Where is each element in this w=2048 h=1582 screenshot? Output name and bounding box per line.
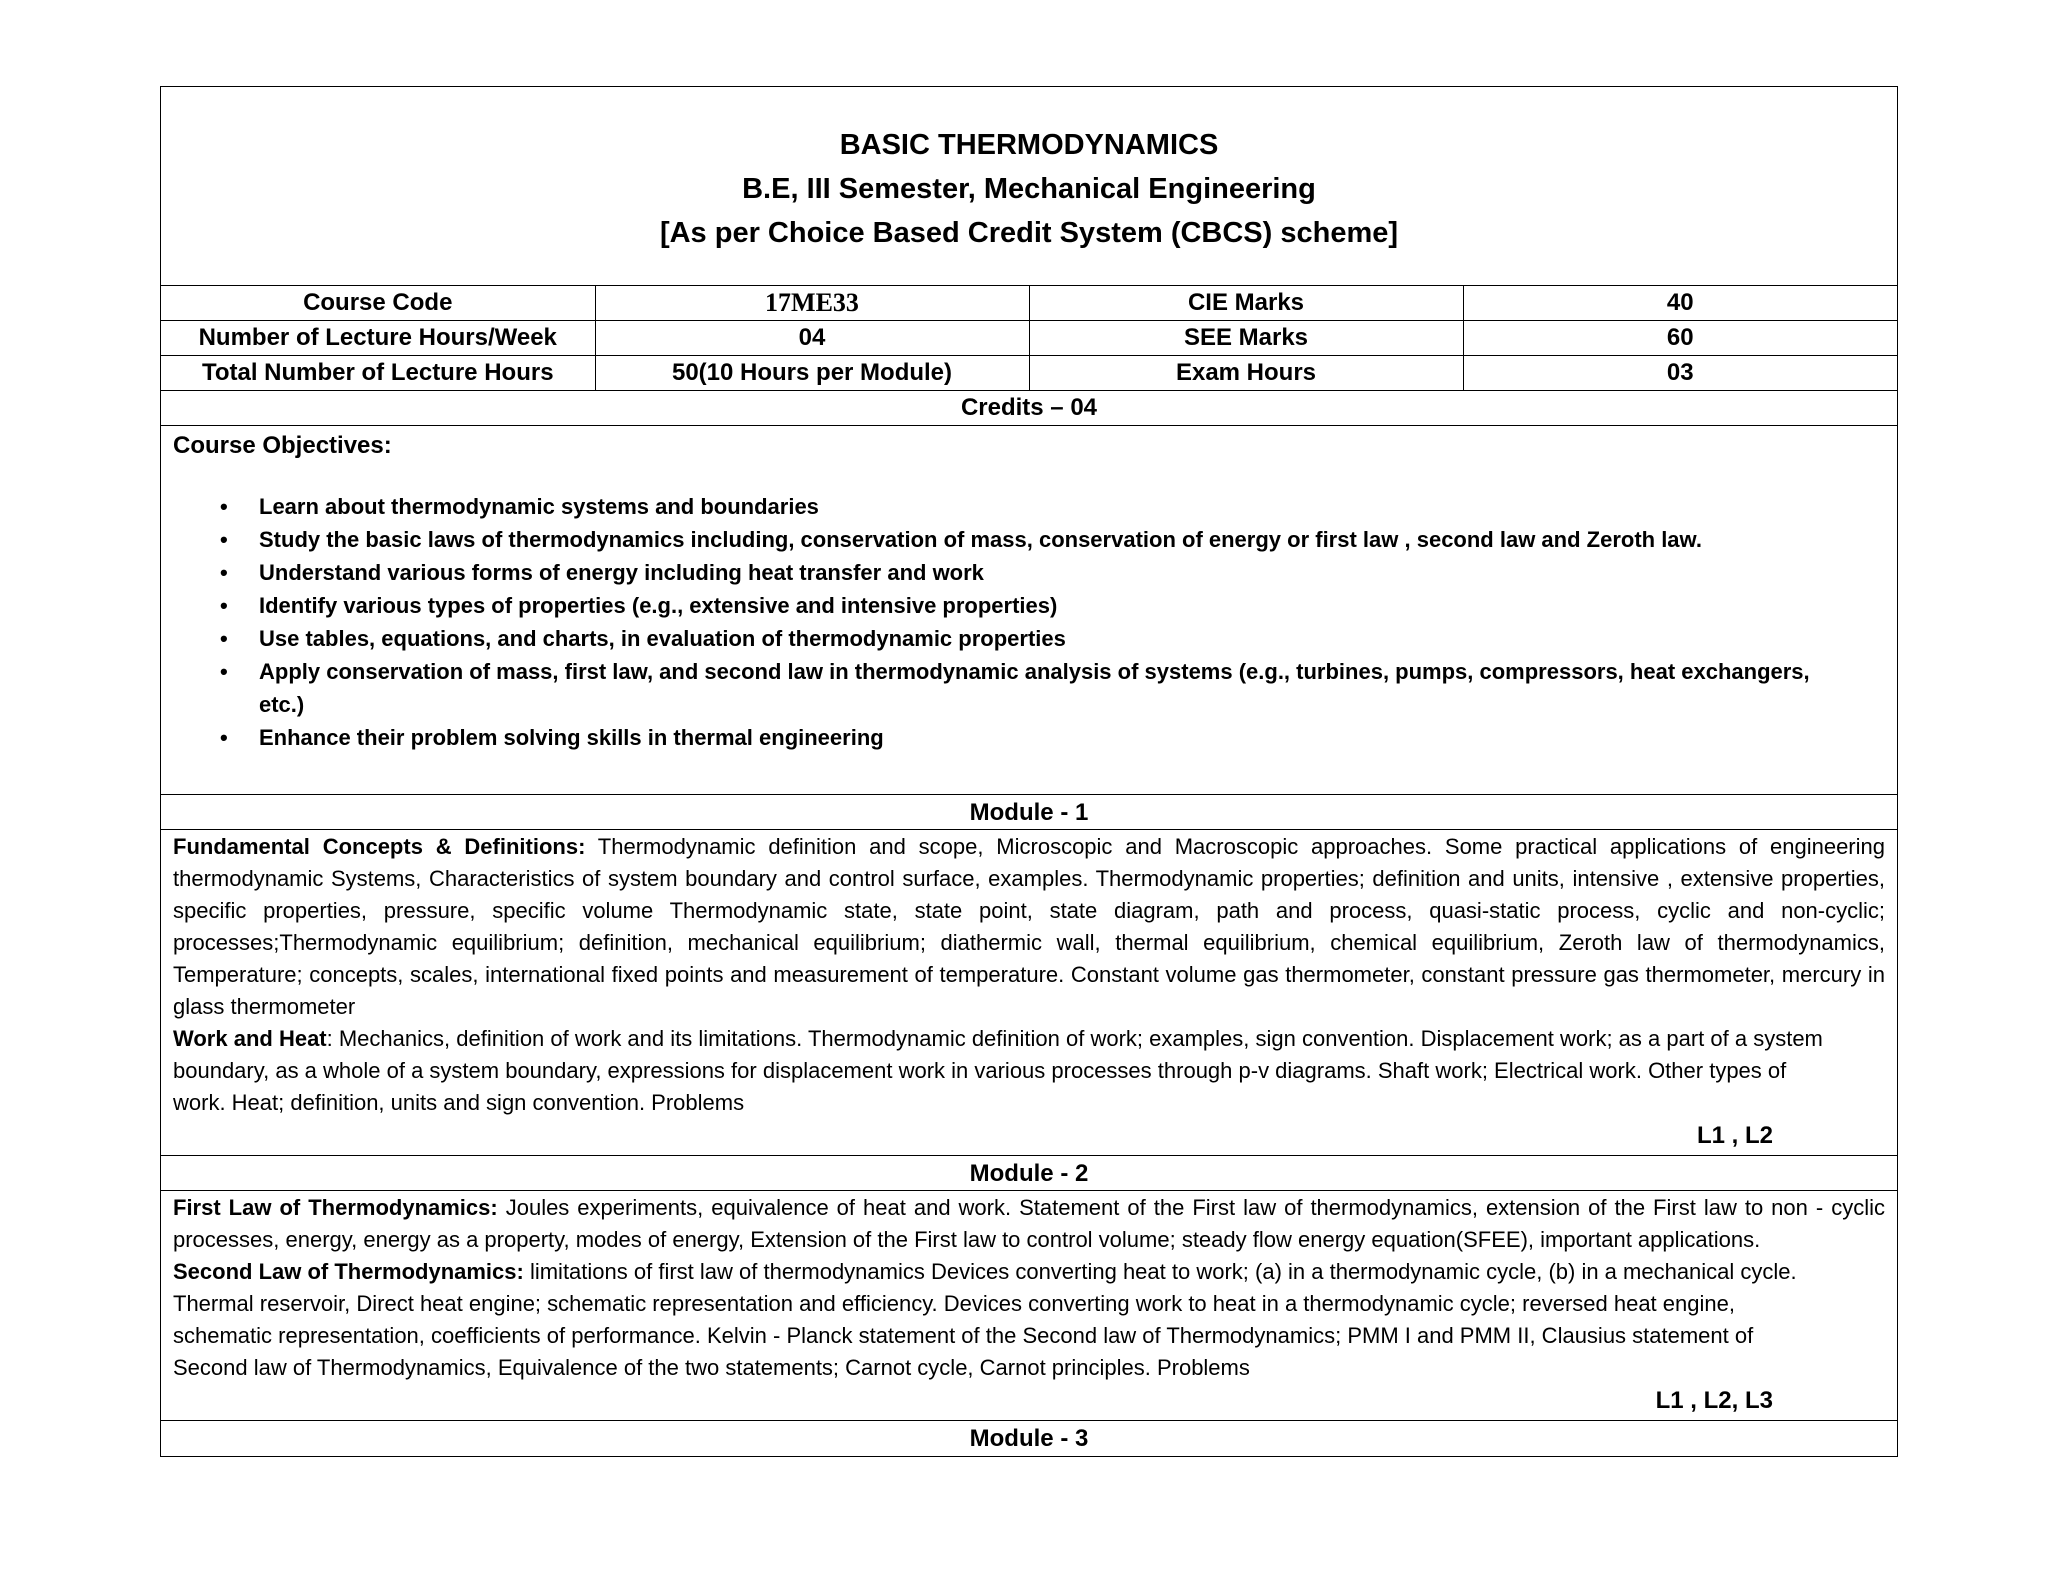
module-1-topic-2: Work and Heat [173, 1026, 327, 1051]
see-marks-value: 60 [1463, 321, 1897, 356]
module-2-topic-1: First Law of Thermodynamics: [173, 1195, 498, 1220]
title-block [161, 87, 1897, 286]
credits-cell: Credits – 04 [960, 394, 1098, 421]
course-info-section [161, 286, 1897, 426]
module-2-levels: L1 , L2, L3 [1655, 1387, 1773, 1414]
list-item: • Apply conservation of mass, first law, and second law in thermodynamic analysis of systems (e.g., turbines, pumps, compressors, heat exchangers, etc.) [259, 655, 1885, 721]
table-row [161, 356, 1897, 391]
bullet-icon: • [220, 527, 228, 552]
table-row [161, 321, 1897, 356]
list-item: • Study the basic laws of thermodynamics including, conservation of mass, conservation of energy or first law , second law and Zeroth law. [259, 523, 1885, 556]
bullet-icon: • [220, 560, 228, 585]
bullet-icon: • [220, 593, 228, 618]
course-title: BASIC THERMODYNAMICS [839, 129, 1219, 161]
bullet-icon: • [220, 725, 228, 750]
list-item: • Use tables, equations, and charts, in evaluation of thermodynamic properties [259, 622, 1885, 655]
course-scheme: [As per Choice Based Credit System (CBCS) scheme] [659, 217, 1399, 249]
module-1-levels: L1 , L2 [1696, 1122, 1773, 1149]
list-item: • Learn about thermodynamic systems and boundaries [259, 490, 1885, 523]
total-lecture-hours-value: 50(10 Hours per Module) [595, 356, 1029, 391]
module-2-heading: Module - 2 [161, 1156, 1897, 1191]
see-marks-label: SEE Marks [1029, 321, 1463, 356]
module-1-topic-1: Fundamental Concepts & Definitions: [173, 834, 586, 859]
lecture-hours-week-value: 04 [595, 321, 1029, 356]
module-3-heading: Module - 3 [969, 1425, 1089, 1452]
module-1-paragraph-2: Work and Heat: Mechanics, definition of work and its limitations. Thermodynamic definition of work; examples, sign convention. Displacement work; as a part of a system boundary, as a whole of a system boundary, expressions for displacement work in various processes through p-v diagrams. Shaft work; Electrical work. Other types of work. Heat; definition, units and sign convention. Problems [173, 1026, 1823, 1115]
syllabus-document [160, 86, 1898, 1457]
list-item: • Identify various types of properties (e.g., extensive and intensive properties) [259, 589, 1885, 622]
bullet-icon: • [220, 626, 228, 651]
course-code-label: Course Code [161, 286, 595, 321]
course-semester: B.E, III Semester, Mechanical Engineering [742, 173, 1316, 205]
table-row [161, 286, 1897, 321]
course-info-table [161, 286, 1897, 425]
cie-marks-value: 40 [1463, 286, 1897, 321]
module-2-content [161, 1191, 1897, 1421]
module-2-topic-2: Second Law of Thermodynamics: [173, 1259, 524, 1284]
course-code-value: 17ME33 [595, 286, 1029, 321]
table-row [161, 391, 1897, 426]
total-lecture-hours-label: Total Number of Lecture Hours [161, 356, 595, 391]
module-1-paragraph-1: Fundamental Concepts & Definitions: Thermodynamic definition and scope, Microscopic and Macroscopic approaches. Some practical applications of engineering thermodynamic Systems, Characteristics of system boundary and control surface, examples. Thermodynamic properties; definition and units, intensive , extensive properties, specific properties, pressure, specific volume Thermodynamic state, state point, state diagram, path and process, quasi-static process, cyclic and non-cyclic; processes;Thermodynamic equilibrium; definition, mechanical equilibrium; diathermic wall, thermal equilibrium, chemical equilibrium, Zeroth law of thermodynamics, Temperature; concepts, scales, international fixed points and measurement of temperature. Constant volume gas thermometer, constant pressure gas thermometer, mercury in glass thermometer [173, 834, 1885, 1019]
bullet-icon: • [220, 494, 228, 519]
cie-marks-label: CIE Marks [1029, 286, 1463, 321]
list-item: • Understand various forms of energy including heat transfer and work [259, 556, 1885, 589]
list-item: • Enhance their problem solving skills in thermal engineering [259, 721, 1885, 754]
exam-hours-value: 03 [1463, 356, 1897, 391]
module-1-content [161, 830, 1897, 1156]
bullet-icon: • [220, 659, 228, 684]
module-2-paragraph-2: Second Law of Thermodynamics: limitations of first law of thermodynamics Devices converting heat to work; (a) in a thermodynamic cycle, (b) in a mechanical cycle. Thermal reservoir, Direct heat engine; schematic representation and efficiency. Devices converting work to heat in a thermodynamic cycle; reversed heat engine, schematic representation, coefficients of performance. Kelvin - Planck statement of the Second law of Thermodynamics; PMM I and PMM II, Clausius statement of Second law of Thermodynamics, Equivalence of the two statements; Carnot cycle, Carnot principles. Problems [173, 1259, 1797, 1380]
objectives-heading: Course Objectives: [173, 432, 392, 459]
module-2-paragraph-1: First Law of Thermodynamics: Joules experiments, equivalence of heat and work. Statement of the First law of thermodynamics, extension of the First law to non - cyclic processes, energy, energy as a property, modes of energy, Extension of the First law to control volume; steady flow energy equation(SFEE), important applications. [173, 1195, 1885, 1252]
course-objectives [161, 426, 1897, 795]
objectives-list [173, 490, 1885, 754]
lecture-hours-week-label: Number of Lecture Hours/Week [161, 321, 595, 356]
exam-hours-label: Exam Hours [1029, 356, 1463, 391]
module-1-heading: Module - 1 [161, 795, 1897, 830]
